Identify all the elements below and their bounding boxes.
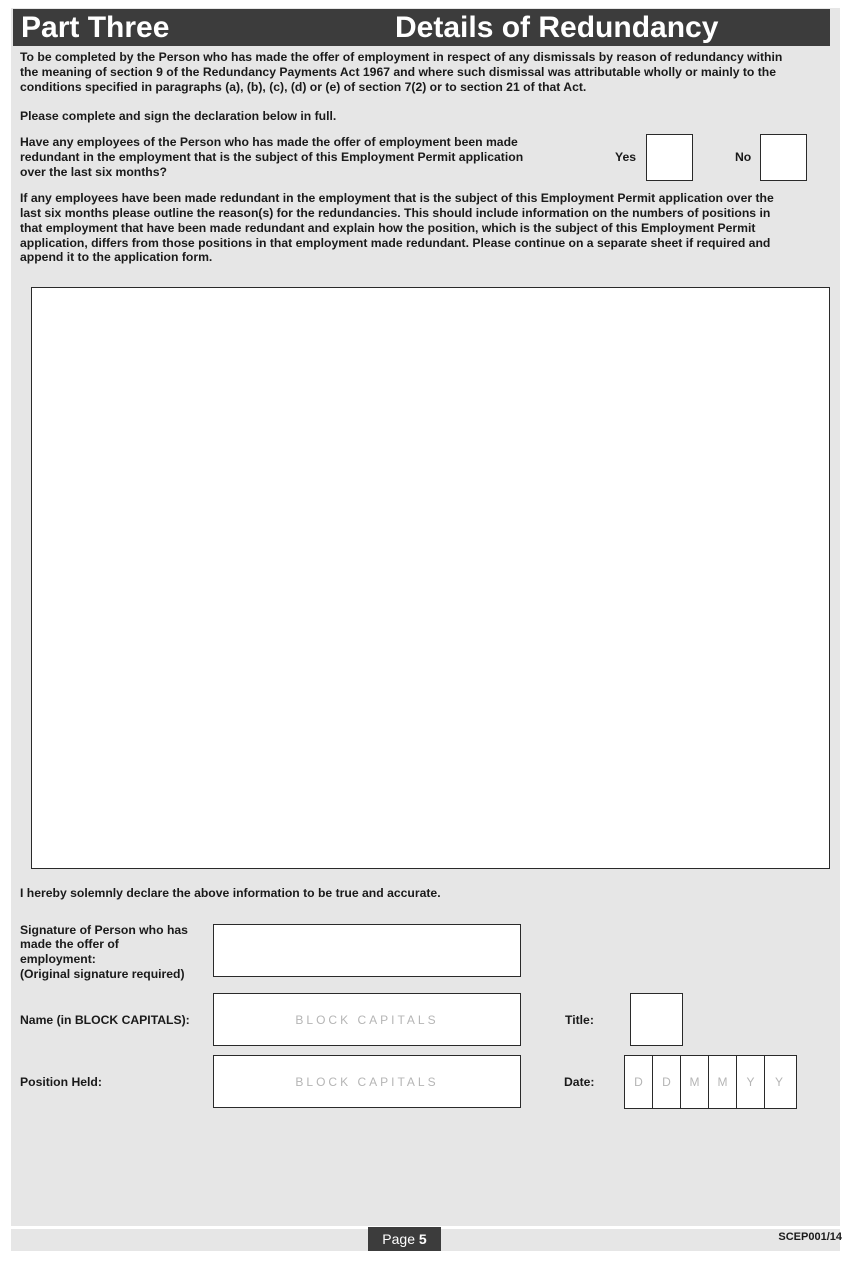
no-label: No xyxy=(735,150,752,164)
explain-line-3: that employment that have been made redundant and explain how the position, which is the subject of this Employment Permit xyxy=(20,221,756,235)
date-year-1[interactable]: Y xyxy=(737,1056,765,1108)
yes-label: Yes xyxy=(615,150,637,164)
name-label: Name (in BLOCK CAPITALS): xyxy=(20,1013,190,1027)
explain-line-2: last six months please outline the reason(s) for the redundancies. This should include information on the numbers of positions in xyxy=(20,206,771,220)
name-input[interactable] xyxy=(213,993,521,1046)
declaration-statement: I hereby solemnly declare the above information to be true and accurate. xyxy=(20,886,441,900)
explain-line-4: application, differs from those positions in that employment made redundant. Please continue on a separate sheet if required and xyxy=(20,236,771,250)
signature-label-line-2: made the offer of xyxy=(20,937,119,951)
position-placeholder: BLOCK CAPITALS xyxy=(295,1074,439,1089)
signature-label-line-3: employment: xyxy=(20,952,96,966)
redundancy-details-textarea[interactable] xyxy=(31,287,830,869)
date-label: Date: xyxy=(564,1075,595,1089)
signature-label-line-1: Signature of Person who has xyxy=(20,923,188,937)
intro-line-3: conditions specified in paragraphs (a), (b), (c), (d) or (e) of section 7(2) or to section 21 of that Act. xyxy=(20,80,587,94)
yes-checkbox[interactable] xyxy=(646,134,693,181)
date-month-2[interactable]: M xyxy=(709,1056,737,1108)
explain-line-1: If any employees have been made redundant in the employment that is the subject of this Employment Permit application over the xyxy=(20,191,774,205)
date-month-1[interactable]: M xyxy=(681,1056,709,1108)
form-code: SCEP001/14 xyxy=(778,1231,842,1243)
date-day-2[interactable]: D xyxy=(653,1056,681,1108)
date-input-grid xyxy=(624,1055,797,1109)
question-line-1: Have any employees of the Person who has made the offer of employment been made xyxy=(20,135,518,149)
intro-line-1: To be completed by the Person who has made the offer of employment in respect of any dismissals by reason of redundancy within xyxy=(20,50,783,64)
position-input[interactable] xyxy=(213,1055,521,1108)
question-line-3: over the last six months? xyxy=(20,165,167,179)
section-title: Details of Redundancy xyxy=(395,11,719,44)
signature-label-line-4: (Original signature required) xyxy=(20,967,185,981)
question-line-2: redundant in the employment that is the subject of this Employment Permit application xyxy=(20,150,524,164)
section-header xyxy=(13,9,830,46)
part-label: Part Three xyxy=(21,11,170,44)
page-word: Page xyxy=(382,1231,415,1247)
instruction-text: Please complete and sign the declaration below in full. xyxy=(20,109,337,123)
explain-line-5: append it to the application form. xyxy=(20,250,213,264)
no-checkbox[interactable] xyxy=(760,134,807,181)
intro-line-2: the meaning of section 9 of the Redundancy Payments Act 1967 and where such dismissal was attributable wholly or mainly to the xyxy=(20,65,777,79)
date-year-2[interactable]: Y xyxy=(774,1075,783,1089)
name-placeholder: BLOCK CAPITALS xyxy=(295,1012,439,1027)
page-number: 5 xyxy=(418,1231,427,1247)
position-label: Position Held: xyxy=(20,1075,102,1089)
title-label: Title: xyxy=(565,1013,594,1027)
title-input[interactable] xyxy=(630,993,683,1046)
date-day-1[interactable]: D xyxy=(625,1056,653,1108)
page-number-badge xyxy=(368,1227,441,1251)
signature-field[interactable] xyxy=(213,924,521,977)
